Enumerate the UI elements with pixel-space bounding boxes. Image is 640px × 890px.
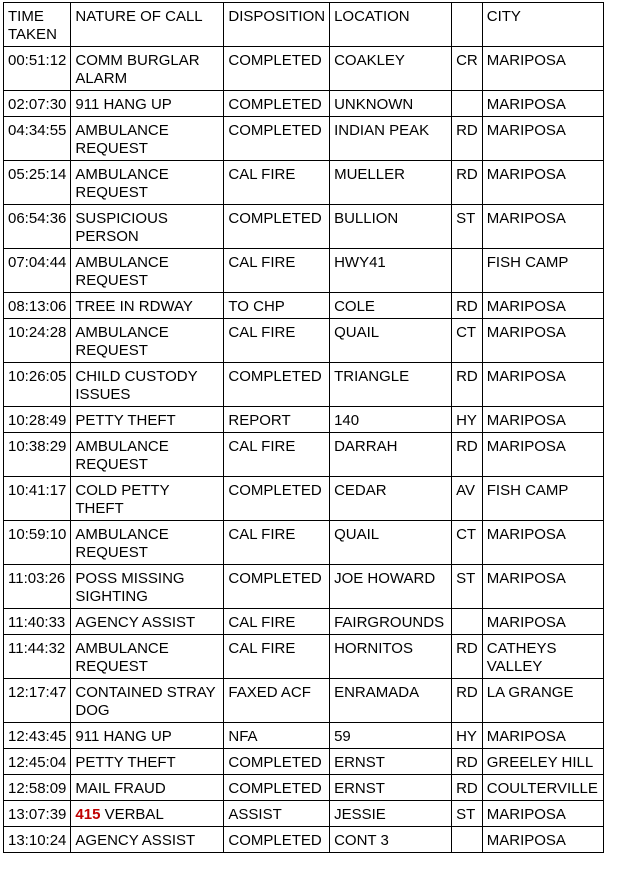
cell-suffix: ST: [452, 801, 483, 827]
cell-suffix: RD: [452, 775, 483, 801]
cell-nature: AMBULANCE REQUEST: [71, 521, 224, 565]
cell-nature: 911 HANG UP: [71, 91, 224, 117]
cell-disposition: COMPLETED: [224, 749, 330, 775]
cell-nature: POSS MISSING SIGHTING: [71, 565, 224, 609]
cell-disposition: ASSIST: [224, 801, 330, 827]
cell-disposition: CAL FIRE: [224, 161, 330, 205]
cell-disposition: COMPLETED: [224, 205, 330, 249]
cell-city: COULTERVILLE: [482, 775, 603, 801]
cell-location: HWY41: [330, 249, 452, 293]
cell-suffix: RD: [452, 161, 483, 205]
cell-nature: COLD PETTY THEFT: [71, 477, 224, 521]
table-row: [4, 205, 604, 249]
call-code: 415: [75, 806, 101, 823]
cell-time: 02:07:30: [4, 91, 71, 117]
table-row: [4, 161, 604, 205]
cell-suffix: RD: [452, 433, 483, 477]
cell-location: 59: [330, 723, 452, 749]
cell-city: MARIPOSA: [482, 827, 603, 853]
table-row: [4, 609, 604, 635]
cell-location: ERNST: [330, 775, 452, 801]
cell-nature: PETTY THEFT: [71, 749, 224, 775]
cell-time: 13:07:39: [4, 801, 71, 827]
table-row: [4, 47, 604, 91]
cell-city: MARIPOSA: [482, 161, 603, 205]
table-row: [4, 293, 604, 319]
cell-time: 10:26:05: [4, 363, 71, 407]
cell-nature: AMBULANCE REQUEST: [71, 319, 224, 363]
cell-nature: AGENCY ASSIST: [71, 609, 224, 635]
cell-time: 12:58:09: [4, 775, 71, 801]
cell-suffix: [452, 249, 483, 293]
cell-time: 11:44:32: [4, 635, 71, 679]
table-row: [4, 801, 604, 827]
cell-location: COLE: [330, 293, 452, 319]
cell-location: DARRAH: [330, 433, 452, 477]
header-city: CITY: [482, 3, 603, 47]
cell-suffix: HY: [452, 407, 483, 433]
cell-location: QUAIL: [330, 521, 452, 565]
cell-nature: PETTY THEFT: [71, 407, 224, 433]
cell-time: 00:51:12: [4, 47, 71, 91]
cell-location: JOE HOWARD: [330, 565, 452, 609]
cell-nature: AMBULANCE REQUEST: [71, 161, 224, 205]
table-row: [4, 827, 604, 853]
cell-time: 10:38:29: [4, 433, 71, 477]
cell-location: MUELLER: [330, 161, 452, 205]
cell-time: 11:40:33: [4, 609, 71, 635]
cell-nature: SUSPICIOUS PERSON: [71, 205, 224, 249]
cell-city: MARIPOSA: [482, 521, 603, 565]
cell-suffix: RD: [452, 293, 483, 319]
table-row: [4, 775, 604, 801]
header-row: [4, 3, 604, 47]
table-row: [4, 565, 604, 609]
cell-disposition: FAXED ACF: [224, 679, 330, 723]
cell-city: FISH CAMP: [482, 477, 603, 521]
table-row: [4, 249, 604, 293]
cell-nature: AMBULANCE REQUEST: [71, 117, 224, 161]
cell-nature: AMBULANCE REQUEST: [71, 635, 224, 679]
cell-city: GREELEY HILL: [482, 749, 603, 775]
cell-location: FAIRGROUNDS: [330, 609, 452, 635]
cell-disposition: COMPLETED: [224, 827, 330, 853]
cell-disposition: CAL FIRE: [224, 521, 330, 565]
call-nature-text: VERBAL: [100, 806, 164, 823]
table-row: [4, 407, 604, 433]
cell-city: MARIPOSA: [482, 407, 603, 433]
cell-time: 10:41:17: [4, 477, 71, 521]
header-location: LOCATION: [330, 3, 452, 47]
cell-nature: [71, 801, 224, 827]
cell-location: ERNST: [330, 749, 452, 775]
table-row: [4, 679, 604, 723]
cell-suffix: ST: [452, 205, 483, 249]
cell-suffix: RD: [452, 117, 483, 161]
cell-location: TRIANGLE: [330, 363, 452, 407]
cell-city: FISH CAMP: [482, 249, 603, 293]
cell-suffix: RD: [452, 679, 483, 723]
cell-city: LA GRANGE: [482, 679, 603, 723]
cell-time: 12:43:45: [4, 723, 71, 749]
header-disposition: DISPOSITION: [224, 3, 330, 47]
header-nature: NATURE OF CALL: [71, 3, 224, 47]
cell-location: JESSIE: [330, 801, 452, 827]
cell-location: BULLION: [330, 205, 452, 249]
cell-city: CATHEYS VALLEY: [482, 635, 603, 679]
cell-location: QUAIL: [330, 319, 452, 363]
cell-time: 05:25:14: [4, 161, 71, 205]
cell-disposition: COMPLETED: [224, 565, 330, 609]
cell-city: MARIPOSA: [482, 117, 603, 161]
cell-location: COAKLEY: [330, 47, 452, 91]
cell-location: HORNITOS: [330, 635, 452, 679]
cell-city: MARIPOSA: [482, 433, 603, 477]
cell-nature: AMBULANCE REQUEST: [71, 433, 224, 477]
cell-suffix: [452, 609, 483, 635]
cell-time: 13:10:24: [4, 827, 71, 853]
cell-location: INDIAN PEAK: [330, 117, 452, 161]
table-row: [4, 117, 604, 161]
table-row: [4, 521, 604, 565]
cell-suffix: [452, 91, 483, 117]
cell-disposition: COMPLETED: [224, 117, 330, 161]
cell-city: MARIPOSA: [482, 205, 603, 249]
cell-city: MARIPOSA: [482, 363, 603, 407]
cell-nature: TREE IN RDWAY: [71, 293, 224, 319]
cell-city: MARIPOSA: [482, 47, 603, 91]
cell-suffix: ST: [452, 565, 483, 609]
cell-time: 12:45:04: [4, 749, 71, 775]
cell-city: MARIPOSA: [482, 801, 603, 827]
cell-time: 12:17:47: [4, 679, 71, 723]
cell-disposition: COMPLETED: [224, 363, 330, 407]
cell-suffix: AV: [452, 477, 483, 521]
cell-suffix: CT: [452, 521, 483, 565]
cell-city: MARIPOSA: [482, 609, 603, 635]
cell-disposition: CAL FIRE: [224, 609, 330, 635]
cell-disposition: TO CHP: [224, 293, 330, 319]
cell-nature: AGENCY ASSIST: [71, 827, 224, 853]
cell-city: MARIPOSA: [482, 91, 603, 117]
header-suffix: [452, 3, 483, 47]
cell-city: MARIPOSA: [482, 723, 603, 749]
cell-disposition: NFA: [224, 723, 330, 749]
cell-suffix: CT: [452, 319, 483, 363]
cell-nature: CHILD CUSTODY ISSUES: [71, 363, 224, 407]
cell-time: 06:54:36: [4, 205, 71, 249]
table-row: [4, 749, 604, 775]
cell-disposition: CAL FIRE: [224, 635, 330, 679]
cell-disposition: CAL FIRE: [224, 433, 330, 477]
cell-time: 07:04:44: [4, 249, 71, 293]
cell-nature: AMBULANCE REQUEST: [71, 249, 224, 293]
table-row: [4, 635, 604, 679]
cell-disposition: COMPLETED: [224, 91, 330, 117]
cell-disposition: COMPLETED: [224, 477, 330, 521]
cell-disposition: REPORT: [224, 407, 330, 433]
cell-suffix: RD: [452, 363, 483, 407]
table-row: [4, 723, 604, 749]
cell-nature: 911 HANG UP: [71, 723, 224, 749]
cell-disposition: COMPLETED: [224, 47, 330, 91]
cell-time: 08:13:06: [4, 293, 71, 319]
cell-time: 11:03:26: [4, 565, 71, 609]
cell-location: 140: [330, 407, 452, 433]
cell-suffix: [452, 827, 483, 853]
cell-time: 10:59:10: [4, 521, 71, 565]
cell-location: ENRAMADA: [330, 679, 452, 723]
cell-city: MARIPOSA: [482, 565, 603, 609]
cell-suffix: HY: [452, 723, 483, 749]
cell-time: 10:24:28: [4, 319, 71, 363]
cell-disposition: COMPLETED: [224, 775, 330, 801]
cell-disposition: CAL FIRE: [224, 319, 330, 363]
cell-suffix: RD: [452, 635, 483, 679]
cell-time: 04:34:55: [4, 117, 71, 161]
cell-suffix: CR: [452, 47, 483, 91]
table-row: [4, 319, 604, 363]
table-row: [4, 363, 604, 407]
cell-city: MARIPOSA: [482, 293, 603, 319]
cell-location: CONT 3: [330, 827, 452, 853]
cell-time: 10:28:49: [4, 407, 71, 433]
cell-suffix: RD: [452, 749, 483, 775]
cell-nature: MAIL FRAUD: [71, 775, 224, 801]
cell-location: UNKNOWN: [330, 91, 452, 117]
cell-city: MARIPOSA: [482, 319, 603, 363]
cell-nature: CONTAINED STRAY DOG: [71, 679, 224, 723]
header-time: TIME TAKEN: [4, 3, 71, 47]
cell-disposition: CAL FIRE: [224, 249, 330, 293]
cell-location: CEDAR: [330, 477, 452, 521]
table-row: [4, 433, 604, 477]
table-row: [4, 91, 604, 117]
cell-nature: COMM BURGLAR ALARM: [71, 47, 224, 91]
call-log-table: [3, 2, 604, 853]
table-row: [4, 477, 604, 521]
